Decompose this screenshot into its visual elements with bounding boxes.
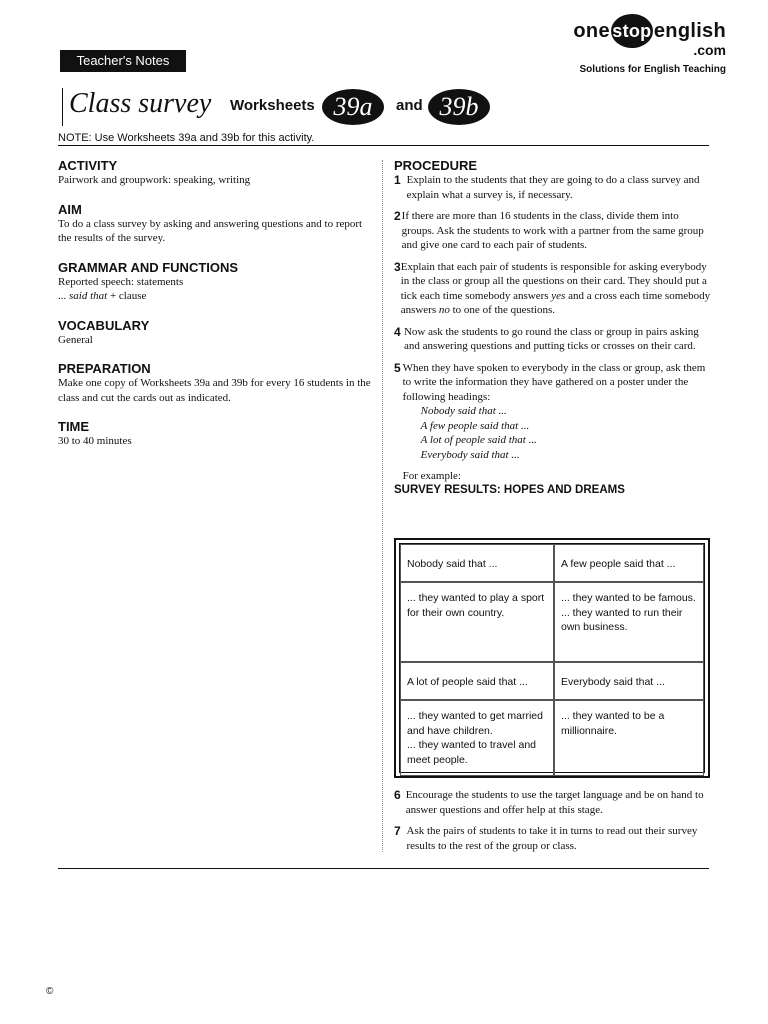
table-cell: ... they wanted to be famous. ... they wanted to run their own business.: [554, 582, 704, 662]
preparation-text: Make one copy of Worksheets 39a and 39b for every 16 students in the class and cut the cards out as indicated.: [58, 377, 371, 404]
title-block: [62, 88, 211, 126]
table-cell: Nobody said that ...: [400, 544, 554, 582]
procedure-column: [394, 158, 712, 496]
procedure-step-2: 2 If there are more than 16 students in the class, divide them into groups. Ask the students to work with a partner from the same group and give one card to each pair of students.: [394, 209, 704, 251]
survey-results-table: [394, 538, 710, 778]
left-column: [58, 158, 374, 449]
and-label: and: [396, 97, 423, 114]
preparation-heading: PREPARATION: [58, 361, 151, 376]
logo-one: one: [573, 19, 610, 42]
activity-text: Pairwork and groupwork: speaking, writing: [58, 174, 251, 186]
teachers-notes-badge: Teacher's Notes: [60, 50, 186, 72]
survey-title: SURVEY RESULTS: HOPES AND DREAMS: [394, 483, 625, 496]
worksheet-39a-badge: 39a: [322, 89, 384, 125]
procedure-final-steps: [394, 788, 712, 853]
procedure-step-4: 4 Now ask the students to go round the class or group in pairs asking and answering questions and putting ticks or crosses on their card.: [394, 324, 699, 352]
procedure-step-7: 7 Ask the pairs of students to take it in turns to read out their survey results to the rest of the group or class.: [394, 824, 698, 852]
time-text: 30 to 40 minutes: [58, 435, 132, 447]
heading-list: Nobody said that ... A few people said that ... A lot of people said that ... Everybody said that ...: [420, 405, 537, 461]
procedure-step-6: 6 Encourage the students to use the target language and be on hand to answer questions and offer help at this stage.: [394, 788, 704, 816]
activity-heading: ACTIVITY: [58, 158, 118, 173]
procedure-heading: PROCEDURE: [394, 158, 478, 173]
column-divider: [382, 160, 383, 852]
procedure-step-3: 3 Explain that each pair of students is responsible for asking everybody in the class or group all the questions on their card. They should put a tick each time somebody answers yes and a cross each time somebody answers no to one of the questions.: [394, 259, 711, 316]
copyright-symbol: ©: [46, 986, 54, 997]
grammar-heading: GRAMMAR AND FUNCTIONS: [58, 259, 239, 275]
aim-text: To do a class survey by asking and answering questions and to report the results of the survey.: [58, 217, 363, 244]
example-label: For example:: [402, 470, 461, 482]
page-title: Class survey: [69, 88, 212, 119]
table-cell: A few people said that ...: [554, 544, 704, 582]
grammar-line-2: ... said that + clause: [58, 290, 147, 302]
table-cell: A lot of people said that ...: [400, 662, 554, 700]
table-cell: ... they wanted to get married and have children. ... they wanted to travel and meet people.: [400, 700, 554, 776]
vocabulary-text: General: [58, 333, 93, 346]
worksheets-label: Worksheets: [230, 97, 315, 114]
table-cell: Everybody said that ...: [554, 662, 704, 700]
onestopenglish-logo: [573, 14, 726, 75]
grammar-line-1: Reported speech: statements: [58, 275, 184, 288]
logo-tagline: Solutions for English Teaching: [579, 64, 726, 75]
header-rule: [58, 145, 709, 146]
worksheet-39b-badge: 39b: [428, 89, 490, 125]
table-cell: ... they wanted to be a millionnaire.: [554, 700, 704, 776]
procedure-step-5: 5 When they have spoken to everybody in the class or group, ask them to write the information they have gathered on a poster under the following headings: Nobody said that ... A few people said that ... A lot of people said that ... Everybody said that ... For example:: [394, 361, 712, 484]
table-cell: ... they wanted to play a sport for their own country.: [400, 582, 554, 662]
procedure-step-1: 1 Explain to the students that they are going to do a class survey and explain what a survey is, if necessary.: [394, 173, 700, 201]
logo-english: english: [653, 19, 726, 42]
time-heading: TIME: [58, 419, 90, 434]
aim-heading: AIM: [58, 201, 82, 217]
logo-stop: stop: [611, 14, 653, 48]
logo-com: .com: [693, 42, 726, 58]
footer-rule: [58, 868, 709, 869]
note: NOTE: Use Worksheets 39a and 39b for this activity.: [58, 132, 315, 144]
vocabulary-heading: VOCABULARY: [58, 317, 150, 333]
